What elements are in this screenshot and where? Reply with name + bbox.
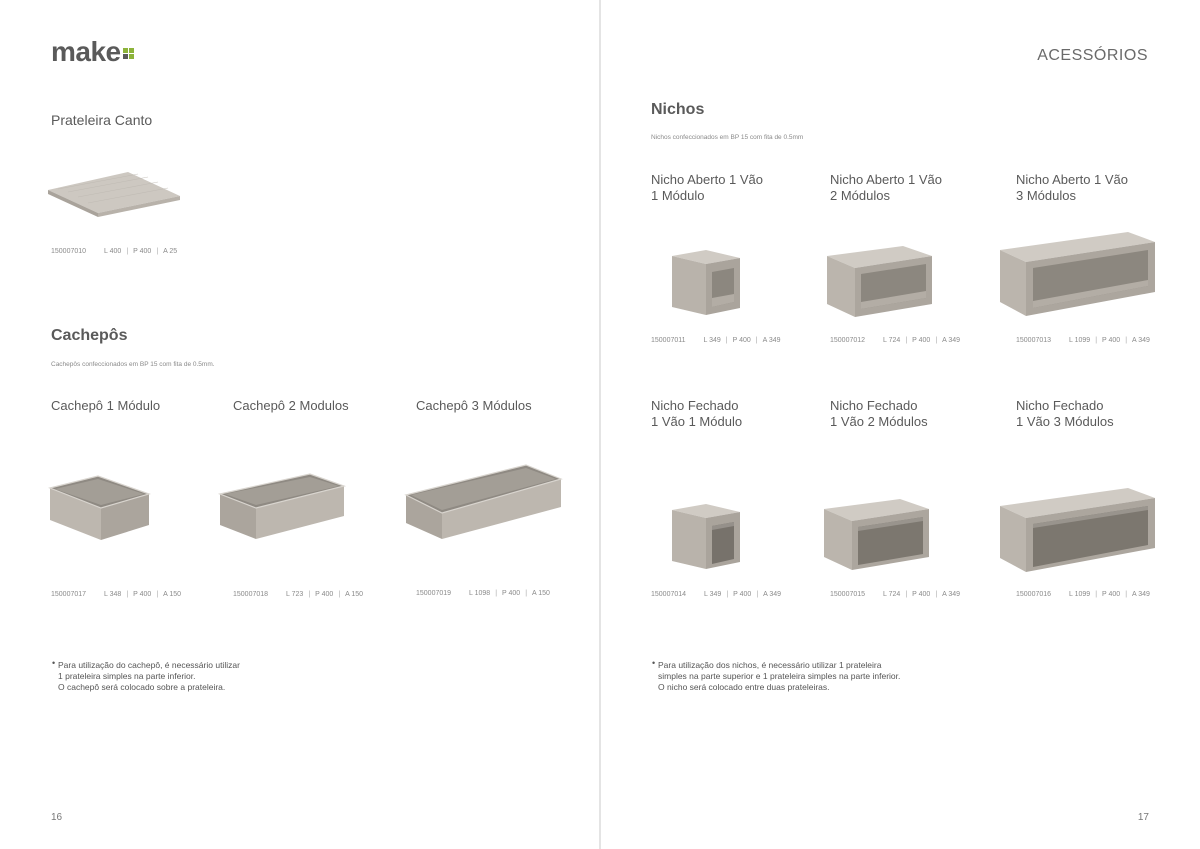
dimension-l: L 1098 [469, 590, 491, 597]
nicho-fechado-1-title [651, 398, 742, 430]
product-code: 150007019 [416, 590, 452, 597]
dimension-a: A 349 [763, 591, 782, 598]
title-line: 2 Módulos [830, 188, 890, 203]
nichos-note [652, 658, 901, 693]
note-line: O cachepô será colocado sobre a prateleira. [58, 682, 226, 692]
dimension-a: A 25 [163, 248, 178, 255]
product-code: 150007015 [830, 591, 866, 598]
dimension-l: L 723 [286, 591, 304, 598]
dimension-a: A 349 [1132, 337, 1150, 344]
note-line: Para utilização do cachepô, é necessário utilizar [58, 660, 240, 670]
dimension-p: P 400 [133, 591, 152, 598]
nicho-fechado-3-spec: 150007016 L 1099 | P 400 | A 349 [1016, 591, 1150, 598]
nicho-fechado-3-image [1000, 488, 1156, 574]
nicho-aberto-2-image [827, 246, 933, 318]
note-line: simples na parte superior e 1 prateleira simples na parte inferior. [658, 671, 901, 681]
title-line: Nicho Aberto 1 Vão [830, 172, 943, 187]
dimension-l: L 400 [104, 248, 122, 255]
title-line: 1 Vão 1 Módulo [651, 414, 743, 429]
dimension-l: L 348 [104, 591, 122, 598]
title-line: Nicho Fechado [1016, 398, 1104, 413]
dimension-l: L 724 [883, 337, 901, 344]
dimension-a: A 150 [532, 590, 550, 597]
prateleira-heading: Prateleira Canto [51, 112, 153, 128]
dimension-l: L 349 [704, 591, 722, 598]
nicho-aberto-2-title [830, 172, 942, 204]
nicho-fechado-1-spec: 150007014 L 349 | P 400 | A 349 [651, 591, 782, 598]
nicho-aberto-1-title [651, 172, 763, 204]
nicho-aberto-1-spec: 150007011 L 349 | P 400 | A 349 [651, 337, 781, 344]
title-line: Nicho Aberto 1 Vão [651, 172, 764, 187]
title-line: 1 Vão 3 Módulos [1016, 414, 1114, 429]
cachepo-2-title: Cachepô 2 Modulos [233, 398, 349, 413]
dimension-p: P 400 [1102, 591, 1121, 598]
title-line: Nicho Fechado [830, 398, 918, 413]
dimension-a: A 349 [762, 337, 781, 344]
dimension-p: P 400 [912, 337, 931, 344]
note-line: O nicho será colocado entre duas prateleiras. [658, 682, 830, 692]
dimension-p: P 400 [1102, 337, 1121, 344]
nicho-fechado-1-image [672, 504, 742, 570]
dimension-p: P 400 [133, 248, 152, 255]
cachepo-1-image [50, 476, 150, 541]
page-number-left: 16 [51, 812, 63, 823]
dimension-p: P 400 [502, 590, 521, 597]
logo-mark-icon [123, 48, 134, 59]
dimension-l: L 1099 [1069, 591, 1091, 598]
dimension-a: A 349 [1132, 591, 1150, 598]
cachepo-2-image [220, 474, 345, 540]
dimension-p: P 400 [732, 337, 751, 344]
bullet-icon: • [52, 658, 56, 668]
dimension-l: L 724 [883, 591, 901, 598]
title-line: 1 Vão 2 Módulos [830, 414, 928, 429]
nicho-aberto-3-image [1000, 232, 1156, 318]
nicho-fechado-2-spec: 150007015 L 724 | P 400 | A 349 [830, 591, 961, 598]
product-code: 150007017 [51, 591, 87, 598]
nicho-aberto-1-image [672, 250, 742, 316]
product-code: 150007012 [830, 337, 866, 344]
product-code: 150007016 [1016, 591, 1052, 598]
nichos-heading: Nichos [651, 101, 705, 118]
dimension-p: P 400 [733, 591, 752, 598]
nicho-fechado-3-title [1016, 398, 1114, 430]
dimension-a: A 349 [942, 591, 961, 598]
cachepo-3-image [406, 465, 562, 540]
cachepo-1-title: Cachepô 1 Módulo [51, 398, 161, 413]
brand-name: make [51, 36, 121, 67]
page-number-right: 17 [1137, 812, 1149, 823]
cachepo-2-spec: 150007018 L 723 | P 400 | A 150 [233, 591, 364, 598]
nicho-fechado-2-image [824, 499, 930, 571]
product-code: 150007010 [51, 248, 87, 255]
dimension-a: A 349 [942, 337, 961, 344]
product-code: 150007014 [651, 591, 687, 598]
dimension-a: A 150 [345, 591, 364, 598]
cachepo-3-spec: 150007019 L 1098 | P 400 | A 150 [416, 590, 550, 597]
brand-logo [51, 36, 134, 68]
cachepo-note [52, 658, 240, 693]
product-code: 150007013 [1016, 337, 1052, 344]
dimension-p: P 400 [912, 591, 931, 598]
nicho-aberto-2-spec: 150007012 L 724 | P 400 | A 349 [830, 337, 961, 344]
note-line: Para utilização dos nichos, é necessário utilizar 1 prateleira [658, 660, 882, 670]
title-line: 1 Módulo [651, 188, 705, 203]
nichos-description: Nichos confeccionados em BP 15 com fita de 0.5mm [651, 134, 804, 141]
dimension-p: P 400 [315, 591, 334, 598]
title-line: Nicho Fechado [651, 398, 739, 413]
dimension-l: L 349 [703, 337, 721, 344]
dimension-l: L 1099 [1069, 337, 1091, 344]
page-divider [599, 0, 601, 849]
title-line: 3 Módulos [1016, 188, 1076, 203]
prateleira-spec: 150007010 L 400 | P 400 | A 25 [51, 248, 178, 255]
title-line: Nicho Aberto 1 Vão [1016, 172, 1129, 187]
product-code: 150007011 [651, 337, 686, 344]
dimension-a: A 150 [163, 591, 182, 598]
prateleira-canto-image [48, 170, 183, 215]
nicho-aberto-3-title [1016, 172, 1128, 204]
note-line: 1 prateleira simples na parte inferior. [58, 671, 196, 681]
product-code: 150007018 [233, 591, 269, 598]
cachepo-1-spec: 150007017 L 348 | P 400 | A 150 [51, 591, 182, 598]
cachepo-3-title: Cachepô 3 Módulos [416, 398, 532, 413]
nicho-fechado-2-title [830, 398, 928, 430]
cachepos-description: Cachepôs confeccionados em BP 15 com fita de 0.5mm. [51, 361, 215, 368]
cachepos-heading: Cachepôs [51, 327, 128, 344]
bullet-icon: • [652, 658, 656, 668]
section-label: ACESSÓRIOS [1037, 47, 1148, 64]
nicho-aberto-3-spec: 150007013 L 1099 | P 400 | A 349 [1016, 337, 1150, 344]
